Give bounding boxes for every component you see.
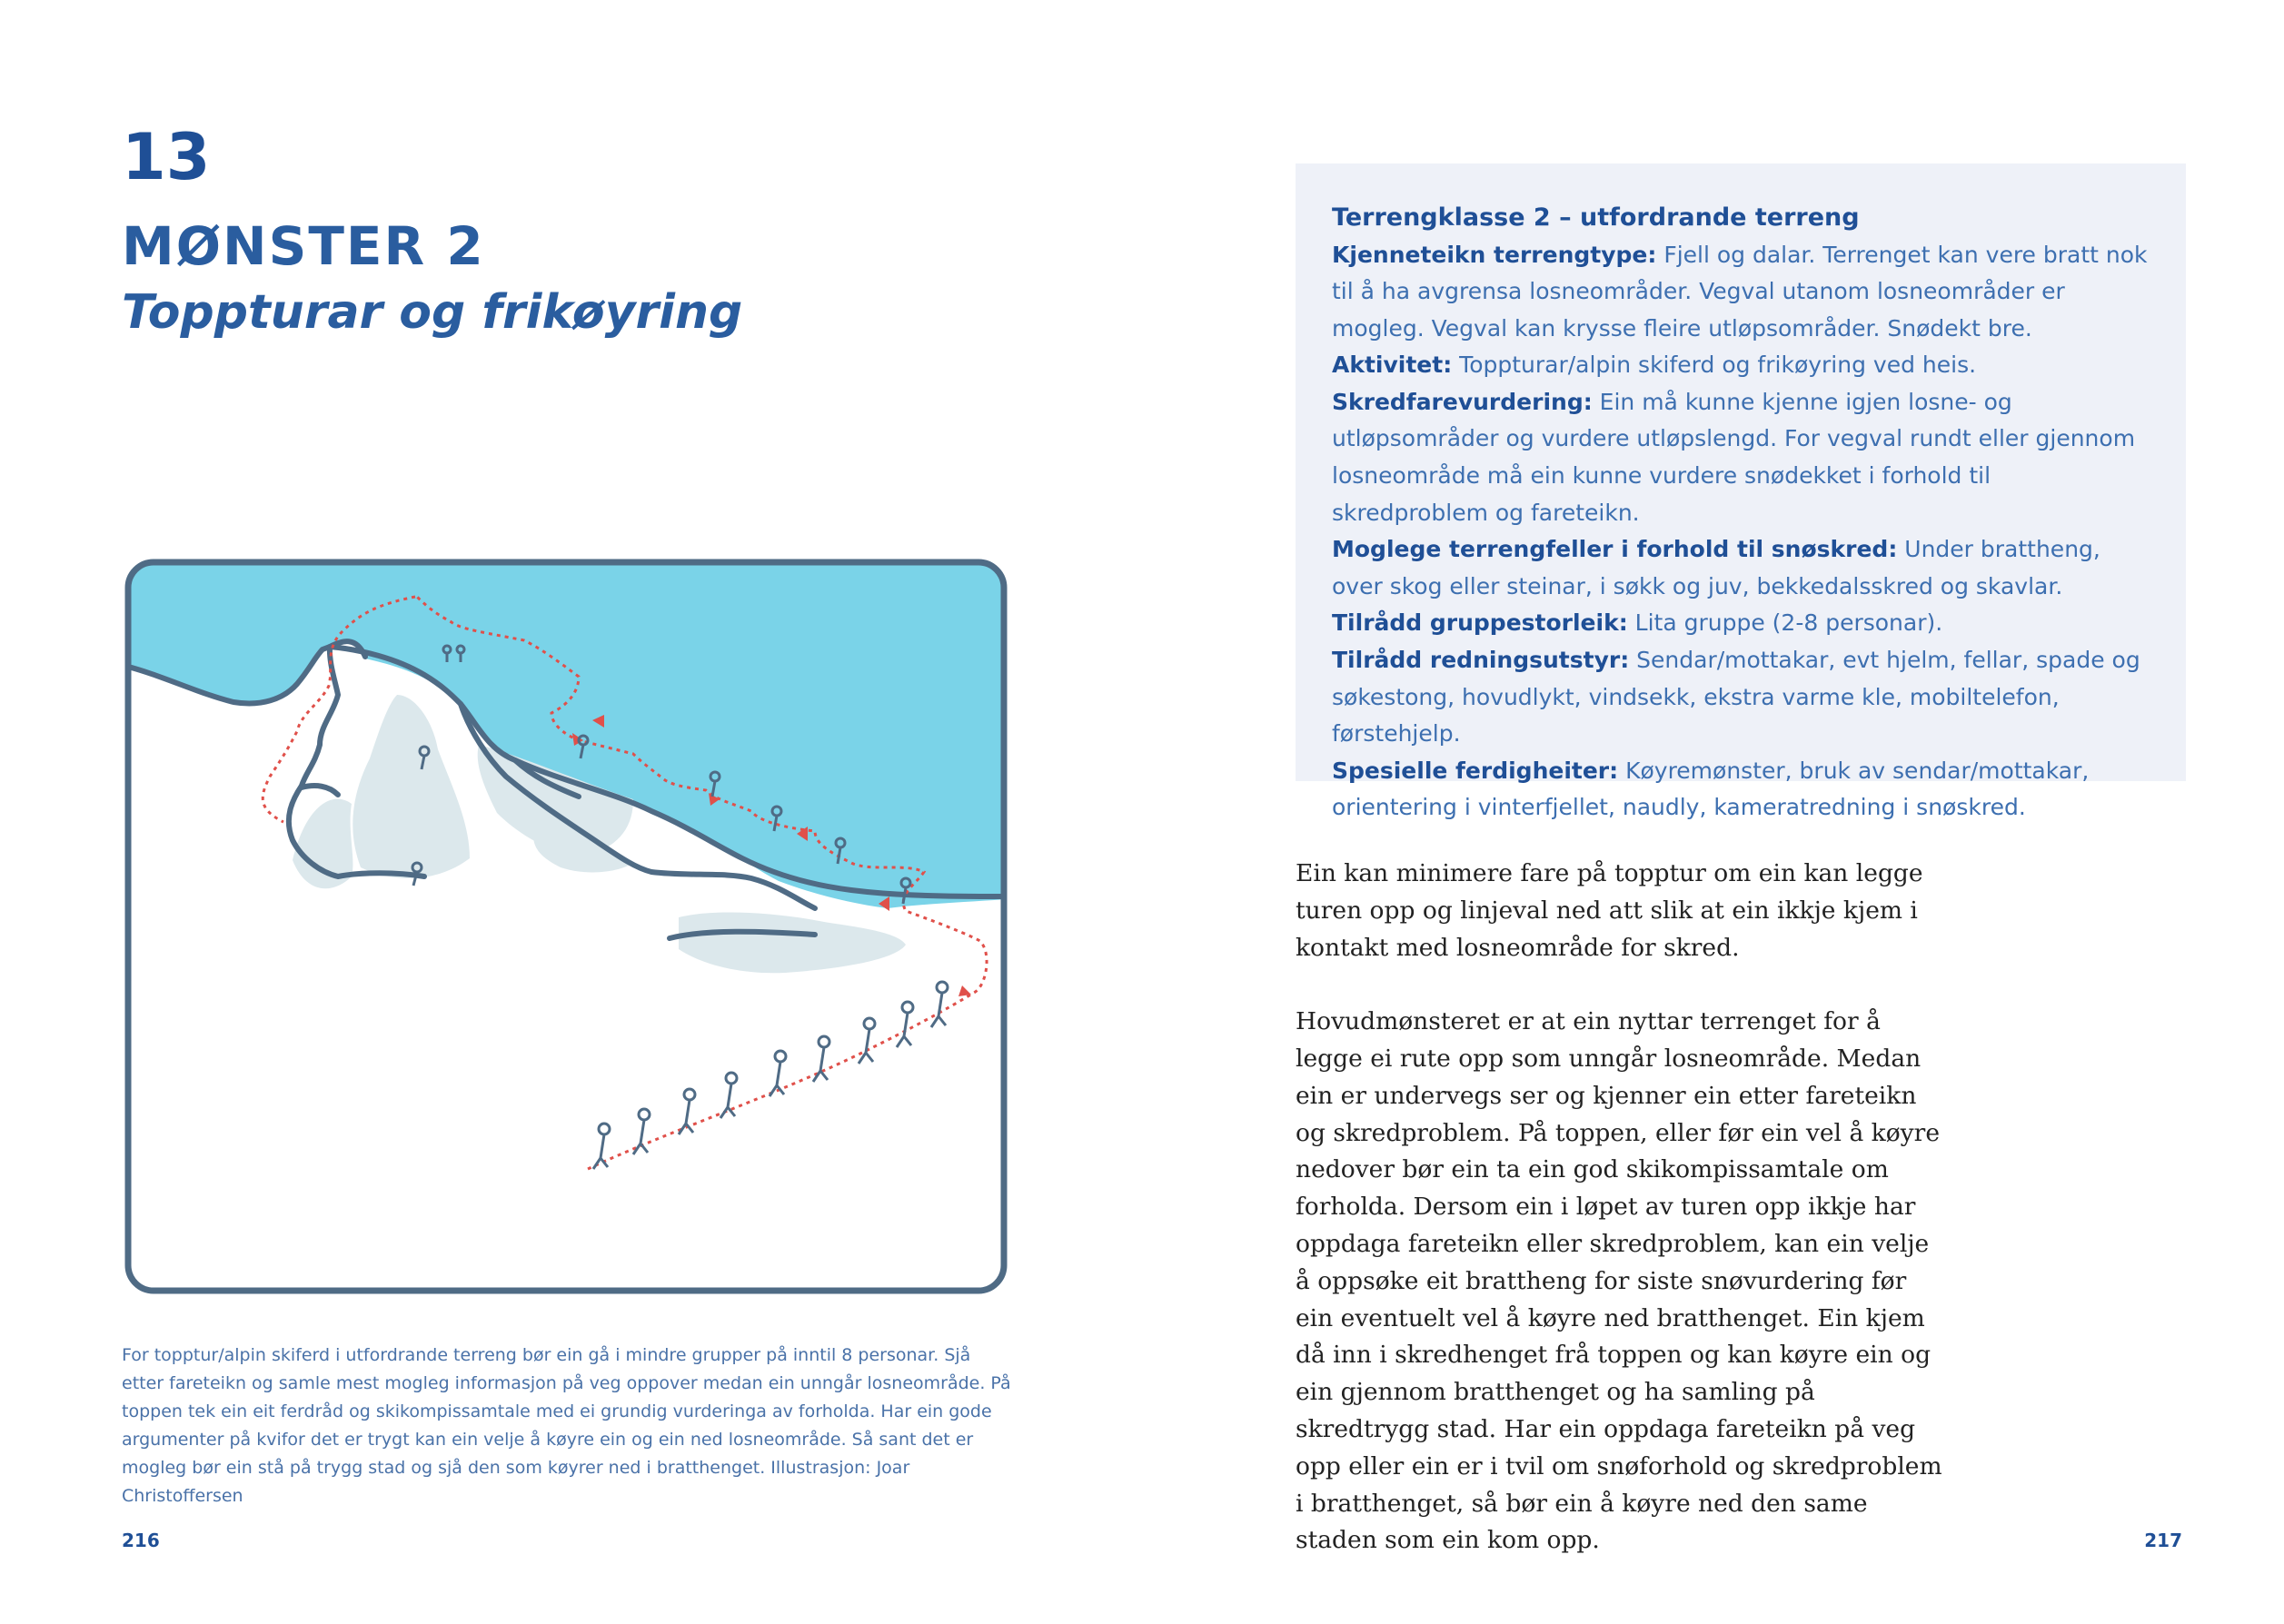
terrain-class-info-box bbox=[1296, 163, 2186, 821]
mountain-route-illustration bbox=[124, 559, 1008, 1294]
info-text: Lita gruppe (2-8 personar). bbox=[1627, 609, 1943, 637]
info-row-avalanche-assessment bbox=[1332, 384, 2151, 531]
info-row-terrain-type bbox=[1332, 237, 2151, 348]
page-number-right: 217 bbox=[2144, 1530, 2182, 1551]
info-box-title: Terrengklasse 2 – utfordrande terreng bbox=[1332, 203, 1860, 232]
body-paragraph: Ein kan minimere fare på topptur om ein kan legge turen opp og linjeval ned att slik at ein ikkje kjem i kontakt med losneområde for skred. bbox=[1296, 859, 1923, 962]
pattern-subtitle: Toppturar og frikøyring bbox=[122, 285, 743, 340]
info-row-rescue-gear bbox=[1332, 642, 2151, 753]
info-row-special-skills bbox=[1332, 753, 2151, 827]
info-label: Aktivitet: bbox=[1332, 352, 1453, 379]
illustration-caption: For topptur/alpin skiferd i utfordrande terreng bør ein gå i mindre grupper på inntil 8 personar. Sjå etter fareteikn og samle mest mogleg informasjon på veg oppover medan ein unngår losneområde. På toppen tek ein eit ferdråd og skikompissamtale med ei grundig vurderinga av forholda. Har ein gode argumenter på kvifor det er trygt kan ein velje å køyre ein og ein ned losneområde. Så sant det er mogleg bør ein stå på trygg stad og sjå den som køyrer ned i bratthenget. Illustrasjon: Joar Christoffersen bbox=[122, 1345, 1011, 1506]
body-text bbox=[1296, 856, 1950, 1597]
body-paragraph: Hovudmønsteret er at ein nyttar terrenget for å legge ei rute opp som unngår losneområde. Medan ein er undervegs ser og kjenner ein etter fareteikn og skredproblem. På toppen, eller før ein vel å køyre nedover bør ein ta ein god skikompissamtale om forholda. Dersom ein i løpet av turen opp ikkje har oppdaga fareteikn eller skredproblem, kan ein velje å oppsøke eit brattheng for siste snøvurdering før ein eventuelt vel å køyre ned bratthenget. Ein kjem då inn i skredhenget frå toppen og kan køyre ein og ein gjennom bratthenget og ha samling på skredtrygg stad. Har ein oppdaga fareteikn på veg opp eller ein er i tvil om snøforhold og skredproblem i bratthenget, så bør ein å køyre ned den same staden som ein kom opp. bbox=[1296, 1007, 1942, 1555]
info-row-activity bbox=[1332, 347, 2151, 384]
chapter-number: 13 bbox=[122, 120, 211, 194]
info-label: Kjenneteikn terrengtype: bbox=[1332, 241, 1657, 268]
info-label: Skredfarevurdering: bbox=[1332, 388, 1593, 415]
info-text: Fjell og dalar. Terrenget kan vere bratt nok til å ha avgrensa losneområder. Vegval utanom losneområder er mogleg. Vegval kan krysse fleire utløpsområder. Snødekt bre. bbox=[1332, 241, 2148, 342]
info-text: Køyremønster, bruk av sendar/mottakar, orientering i vinterfjellet, naudly, kameratredning i snøskred. bbox=[1332, 757, 2090, 821]
info-label: Tilrådd redningsutstyr: bbox=[1332, 647, 1630, 674]
info-text: Under brattheng, over skog eller steinar, i søkk og juv, bekkedalsskred og skavlar. bbox=[1332, 536, 2100, 599]
info-row-group-size bbox=[1332, 605, 2151, 642]
info-label: Moglege terrengfeller i forhold til snøskred: bbox=[1332, 536, 1898, 563]
info-text: Ein må kunne kjenne igjen losne- og utløpsområder og vurdere utløpslengd. For vegval rundt eller gjennom losneområde må ein kunne vurdere snødekket i forhold til skredproblem og fareteikn. bbox=[1332, 388, 2136, 526]
info-label: Spesielle ferdigheiter: bbox=[1332, 757, 1619, 784]
page-number-left: 216 bbox=[122, 1530, 160, 1551]
info-row-terrain-traps bbox=[1332, 531, 2151, 605]
pattern-title: MØNSTER 2 bbox=[122, 215, 485, 277]
info-text: Toppturar/alpin skiferd og frikøyring ved heis. bbox=[1452, 352, 1977, 379]
info-label: Tilrådd gruppestorleik: bbox=[1332, 609, 1628, 637]
info-text: Sendar/mottakar, evt hjelm, fellar, spade og søkestong, hovudlykt, vindsekk, ekstra varme kle, mobiltelefon, førstehjelp. bbox=[1332, 647, 2140, 748]
